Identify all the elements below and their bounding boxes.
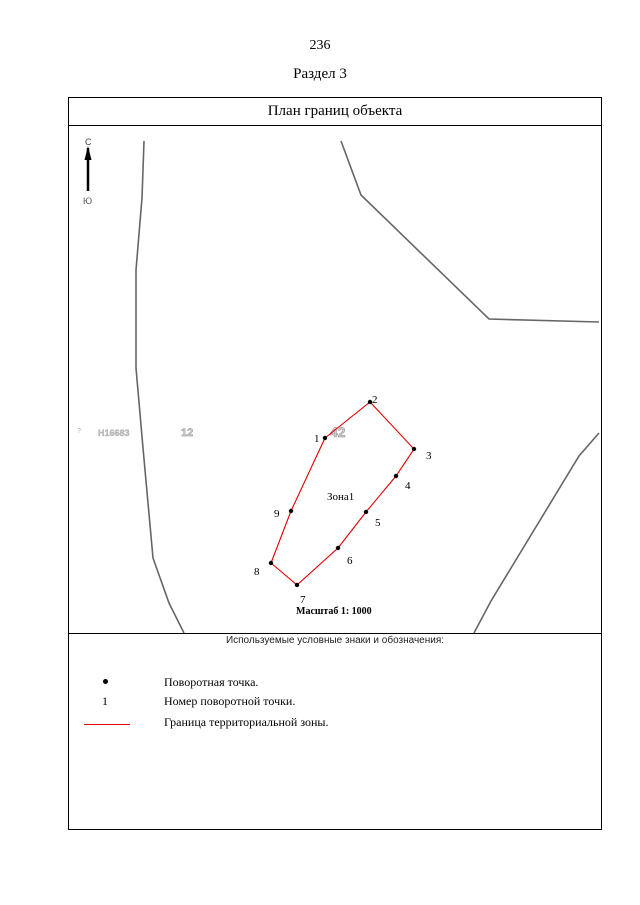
faint-label: Н16683 bbox=[98, 428, 130, 438]
legend-item-point-number bbox=[69, 692, 601, 710]
terrain-line-upper-right bbox=[341, 141, 599, 322]
turning-point-1 bbox=[323, 436, 327, 440]
block-label: 12 bbox=[181, 427, 194, 439]
scale-label: Масштаб 1: 1000 bbox=[296, 606, 372, 617]
legend-item-zone-boundary bbox=[69, 713, 601, 731]
turning-point-label-4: 4 bbox=[405, 480, 411, 492]
page-number: 236 bbox=[309, 38, 331, 53]
zone-label: Зона1 bbox=[327, 491, 355, 503]
frame-title: План границ объекта bbox=[69, 98, 601, 126]
legend-divider bbox=[69, 633, 601, 634]
legend-symbol-dot bbox=[84, 673, 130, 691]
plan-frame bbox=[68, 97, 602, 830]
turning-point-label-3: 3 bbox=[426, 450, 432, 462]
faint-marker: ? bbox=[77, 428, 81, 435]
turning-point-7 bbox=[295, 583, 299, 587]
turning-point-4 bbox=[394, 474, 398, 478]
legend-symbol-red-line bbox=[84, 713, 130, 731]
turning-point-6 bbox=[336, 546, 340, 550]
turning-point-label-1: 1 bbox=[314, 433, 320, 445]
legend-symbol-number: 1 bbox=[102, 694, 108, 708]
turning-point-9 bbox=[289, 509, 293, 513]
turning-point-label-5: 5 bbox=[375, 517, 381, 529]
turning-point-label-7: 7 bbox=[300, 594, 306, 606]
turning-point-label-8: 8 bbox=[254, 566, 260, 578]
parcel-label: 42 bbox=[330, 424, 346, 440]
turning-point-label-9: 9 bbox=[274, 508, 280, 520]
terrain-line-left bbox=[136, 141, 184, 633]
north-label: С bbox=[85, 137, 92, 147]
north-arrow-head bbox=[85, 146, 92, 160]
turning-point-3 bbox=[412, 447, 416, 451]
legend-label: Номер поворотной точки. bbox=[164, 694, 296, 708]
turning-point-5 bbox=[364, 510, 368, 514]
legend-label: Поворотная точка. bbox=[164, 675, 259, 689]
legend-title: Используемые условные знаки и обозначения: bbox=[225, 635, 445, 646]
section-title: Раздел 3 bbox=[293, 66, 347, 82]
terrain-line-lower-right bbox=[474, 433, 599, 633]
turning-point-8 bbox=[269, 561, 273, 565]
south-label: Ю bbox=[83, 196, 93, 206]
turning-point-label-6: 6 bbox=[347, 555, 353, 567]
legend-label: Граница территориальной зоны. bbox=[164, 715, 329, 729]
turning-point-label-2: 2 bbox=[372, 394, 378, 406]
boundary-map bbox=[69, 98, 601, 633]
legend-item-turning-point bbox=[69, 673, 601, 691]
